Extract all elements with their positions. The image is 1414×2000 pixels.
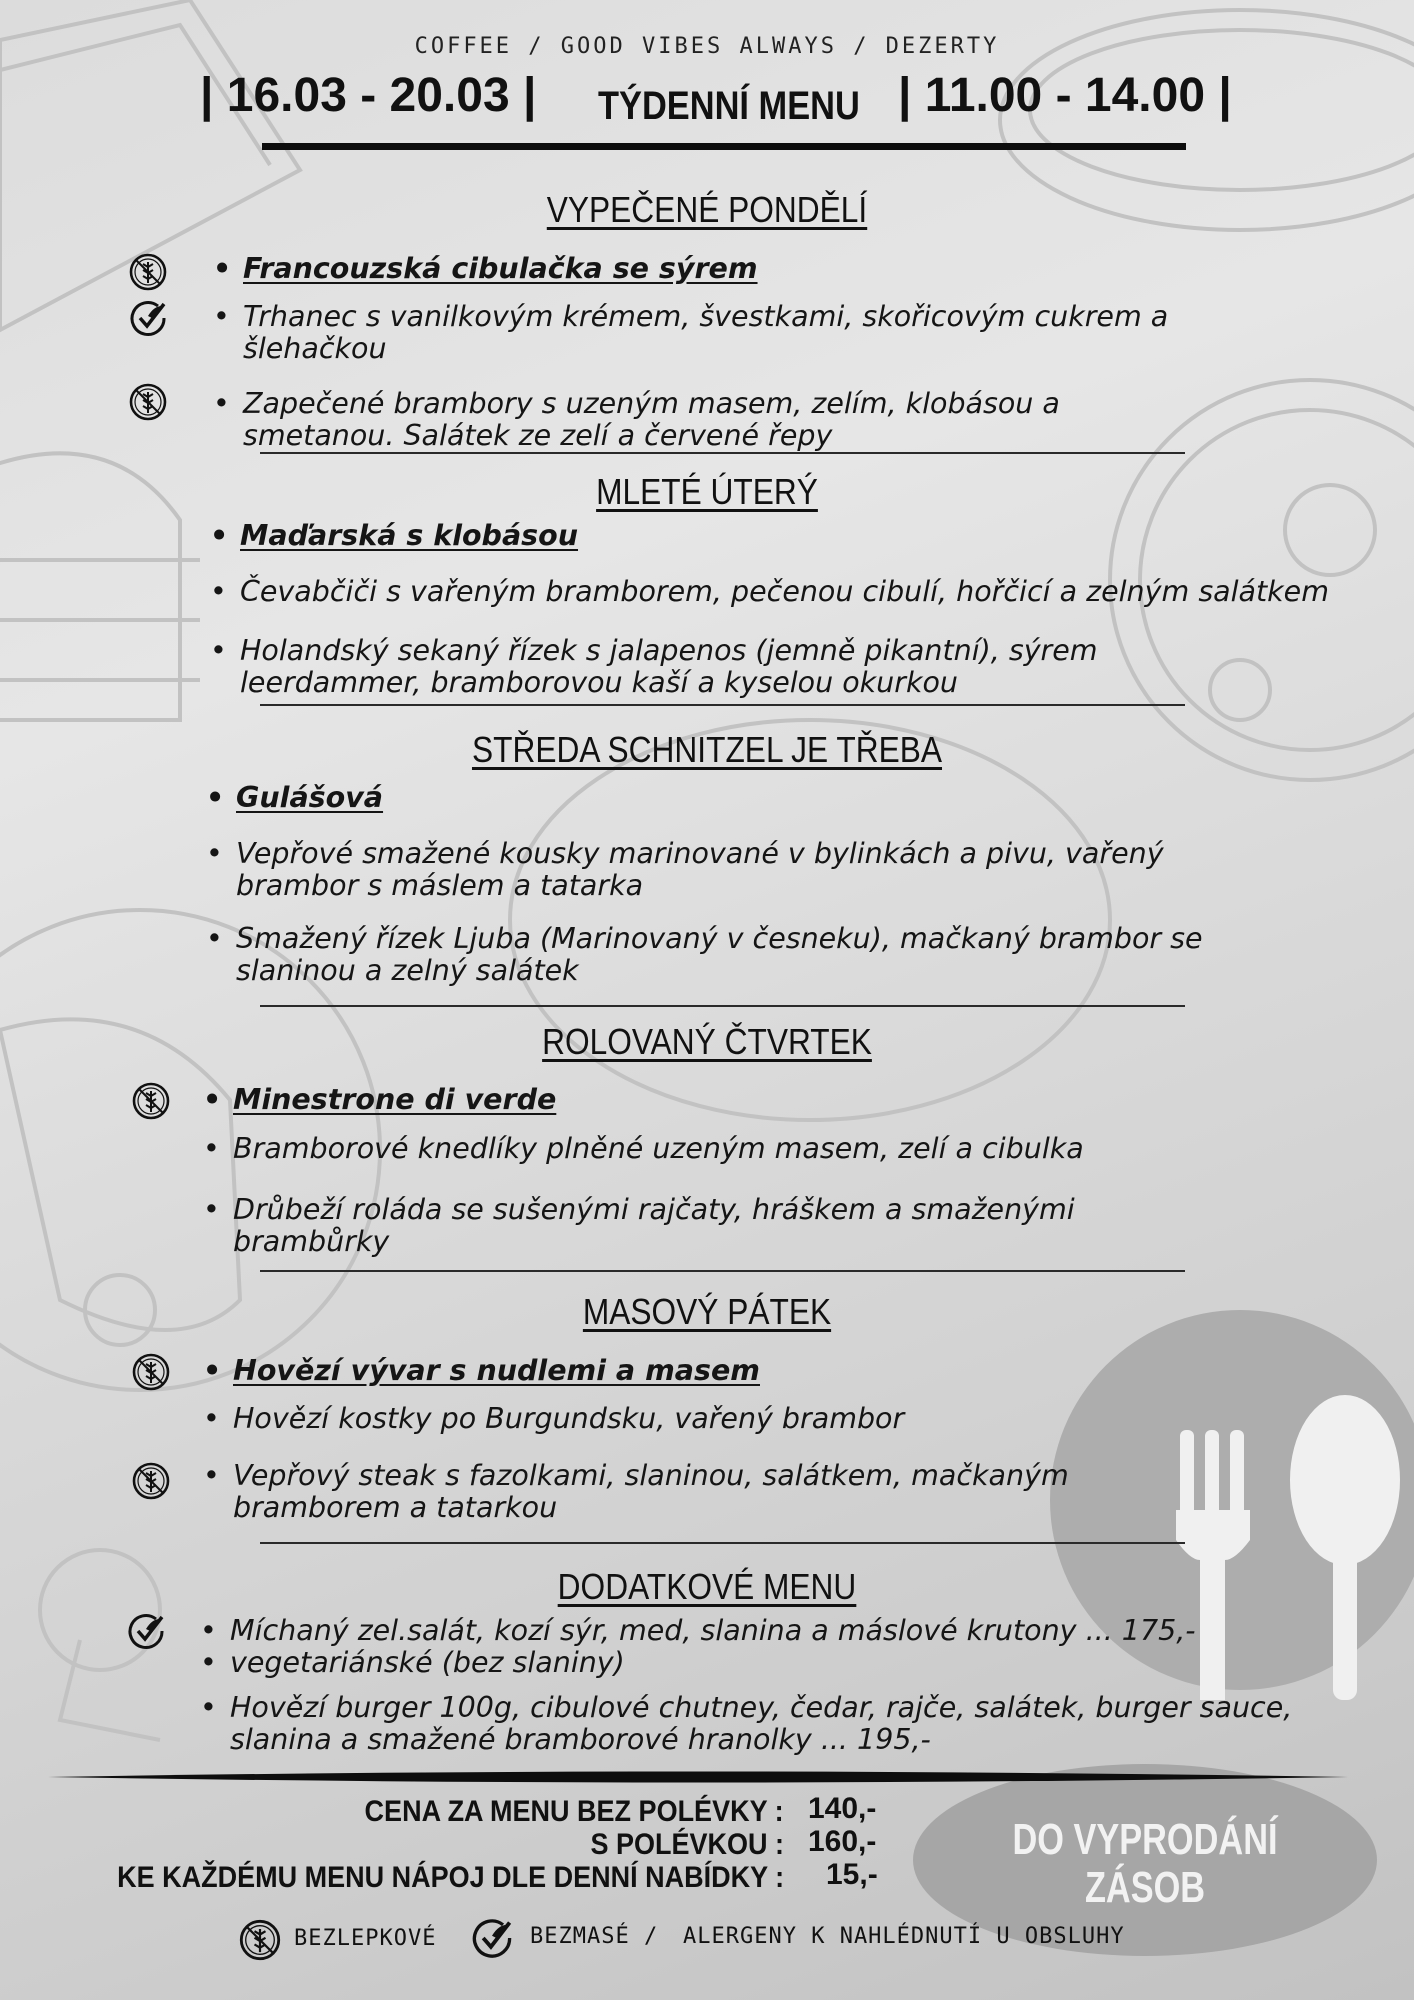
menu-item: • Zapečené brambory s uzeným masem, zelím, klobásou a smetanou. Salátek ze zelí a červené řepy [243,388,1183,452]
menu-item: • Hovězí kostky po Burgundsku, vařený brambor [233,1403,1243,1435]
gluten-free-icon [131,1081,171,1121]
footer-divider [48,1770,1348,1784]
serving-hours: | 11.00 - 14.00 | [898,69,1232,122]
menu-item: • Holandský sekaný řízek s jalapenos (jemně pikantní), sýrem leerdammer, bramborovou kaší a kyselou okurkou [240,635,1200,699]
extra-menu-item: • Míchaný zel.salát, kozí sýr, med, slanina a máslové krutony ... 175,- [230,1615,1380,1647]
menu-item-soup: • Minestrone di verde [233,1084,1133,1116]
extra-menu-heading: DODATKOVÉ MENU [557,1566,857,1607]
price-with-soup: 160,- [808,1825,877,1858]
menu-item-soup: • Maďarská s klobásou [240,520,1140,552]
meatless-icon [126,1611,166,1651]
menu-item-soup: • Hovězí vývar s nudlemi a masem [233,1355,1133,1387]
day-heading-friday: MASOVÝ PÁTEK [582,1291,832,1332]
badge-line-1: DO VYPRODÁNÍ [1012,1815,1278,1864]
menu-item: • Bramborové knedlíky plněné uzeným masem, zelí a cibulka [233,1133,1243,1165]
gluten-free-icon [238,1918,282,1962]
section-divider [260,1005,1185,1007]
gluten-free-icon [128,252,168,292]
week-dates: | 16.03 - 20.03 | [200,69,537,122]
section-divider [260,452,1185,454]
menu-item-soup: • Gulášová [236,782,1136,814]
day-heading-monday: VYPEČENÉ PONDĚLÍ [546,189,868,230]
menu-item: • Vepřové smažené kousky marinované v bylinkách a pivu, vařený brambor s máslem a tatarka [236,838,1246,902]
legend-gluten-free: BEZLEPKOVÉ [294,1926,437,1951]
gluten-free-icon [131,1352,171,1392]
price-without-soup: 140,- [808,1792,877,1825]
meatless-icon [128,298,168,338]
menu-item-soup: • Francouzská cibulačka se sýrem [243,253,1143,285]
extra-menu-item: • Hovězí burger 100g, cibulové chutney, čedar, rajče, salátek, burger sauce, slanina a smažené bramborové hranolky ... 195,- [230,1692,1310,1756]
day-heading-wednesday: STŘEDA SCHNITZEL JE TŘEBA [471,729,943,770]
price-label-without-soup: CENA ZA MENU BEZ POLÉVKY : [364,1795,784,1828]
gluten-free-icon [128,382,168,422]
price-label-with-soup: S POLÉVKOU : [590,1828,784,1861]
legend-allergens: ALERGENY K NAHLÉDNUTÍ U OBSLUHY [683,1924,1125,1949]
day-heading-tuesday: MLETÉ ÚTERÝ [596,471,818,512]
extra-menu-item: • vegetariánské (bez slaniny) [230,1647,1230,1679]
meatless-icon [470,1916,514,1960]
menu-item: • Čevabčiči s vařeným bramborem, pečenou cibulí, hořčicí a zelným salátkem [240,576,1410,608]
sold-out-badge [989,1816,1301,1912]
price-label-drink: KE KAŽDÉMU MENU NÁPOJ DLE DENNÍ NABÍDKY : [116,1861,784,1894]
badge-line-2: ZÁSOB [1084,1863,1206,1912]
menu-item: • Smažený řízek Ljuba (Marinovaný v česneku), mačkaný brambor se slaninou a zelný salátek [236,923,1246,987]
menu-item: • Vepřový steak s fazolkami, slaninou, salátkem, mačkaným bramborem a tatarkou [233,1460,1173,1524]
menu-title: TÝDENNÍ MENU [598,84,860,128]
menu-item: • Trhanec s vanilkovým krémem, švestkami, skořicovým cukrem a šlehačkou [243,301,1203,365]
header-divider [262,143,1186,150]
day-heading-thursday: ROLOVANÝ ČTVRTEK [542,1021,872,1062]
legend-meatless: BEZMASÉ / [530,1924,659,1949]
price-drink: 15,- [826,1858,878,1891]
brand-line: COFFEE / GOOD VIBES ALWAYS / DEZERTY [414,34,1000,59]
menu-item: • Drůbeží roláda se sušenými rajčaty, hráškem a smaženými brambůrky [233,1194,1163,1258]
section-divider [260,1542,1185,1544]
gluten-free-icon [131,1461,171,1501]
section-divider [260,704,1185,706]
section-divider [260,1270,1185,1272]
